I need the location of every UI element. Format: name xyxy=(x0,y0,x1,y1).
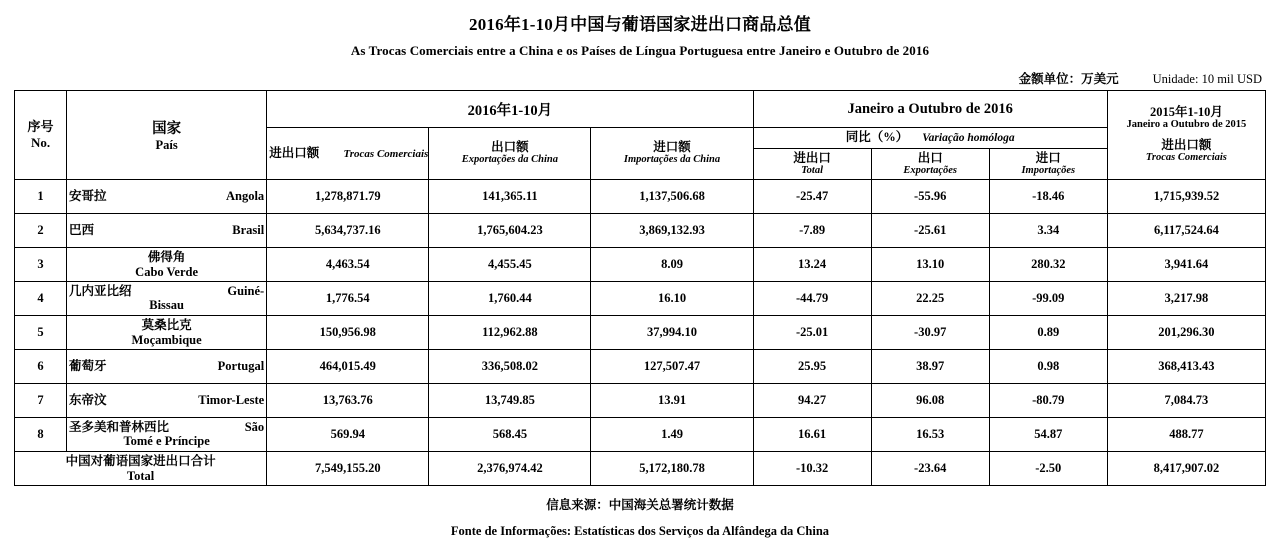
table-total-row xyxy=(15,452,1266,486)
table-row xyxy=(15,316,1266,350)
row-export: 336,508.02 xyxy=(429,350,591,384)
row-no: 5 xyxy=(15,316,67,350)
row-prev-trade: 368,413.43 xyxy=(1107,350,1265,384)
row-country xyxy=(67,350,267,384)
row-yoy-export: 38.97 xyxy=(871,350,989,384)
row-country-pt: Guiné- xyxy=(227,283,265,298)
row-yoy-import: -99.09 xyxy=(989,282,1107,316)
page-title-pt: As Trocas Comerciais entre a China e os Países de Língua Portuguesa entre Janeiro e Outubro de 2016 xyxy=(350,43,930,58)
row-no: 4 xyxy=(15,282,67,316)
unit-note-pt: Unidade: 10 mil USD xyxy=(1152,72,1262,86)
unit-note xyxy=(14,69,1266,87)
row-country-pt: Portugal xyxy=(217,358,265,373)
row-country-cn: 葡萄牙 xyxy=(69,358,107,373)
row-import: 37,994.10 xyxy=(591,316,753,350)
row-prev-trade: 1,715,939.52 xyxy=(1107,180,1265,214)
table-row xyxy=(15,282,1266,316)
header-prev-trade-cn: 进出口额 xyxy=(1161,138,1212,152)
header-export-pt: Exportações da China xyxy=(461,154,558,166)
table-header xyxy=(15,91,1266,180)
row-country-cn: 几内亚比绍 xyxy=(69,283,132,298)
row-yoy-export: -55.96 xyxy=(871,180,989,214)
header-import-pt: Importações da China xyxy=(623,154,721,166)
row-country-pt: Moçambique xyxy=(131,332,202,347)
row-country xyxy=(67,214,267,248)
page-title-cn: 2016年1-10月中国与葡语国家进出口商品总值 xyxy=(469,15,811,34)
row-yoy-import: -18.46 xyxy=(989,180,1107,214)
header-yoy-cn: 同比（%） xyxy=(845,130,909,145)
header-no xyxy=(15,91,67,180)
row-export: 4,455.45 xyxy=(429,248,591,282)
row-import: 1,137,506.68 xyxy=(591,180,753,214)
row-yoy-import: 54.87 xyxy=(989,418,1107,452)
total-label xyxy=(15,452,267,486)
row-yoy-total: -25.01 xyxy=(753,316,871,350)
row-export: 1,765,604.23 xyxy=(429,214,591,248)
header-period-pt-text: Janeiro a Outubro de 2016 xyxy=(847,100,1013,117)
row-country-pt2: Tomé e Príncipe xyxy=(123,433,210,448)
row-yoy-total: 94.27 xyxy=(753,384,871,418)
header-import xyxy=(591,128,753,180)
row-yoy-import: 280.32 xyxy=(989,248,1107,282)
row-export: 13,749.85 xyxy=(429,384,591,418)
header-yoy-import-cn: 进口 xyxy=(1035,150,1061,165)
row-yoy-import: 0.98 xyxy=(989,350,1107,384)
row-yoy-export: 13.10 xyxy=(871,248,989,282)
header-yoy-total-cn: 进出口 xyxy=(793,150,831,165)
row-country-cn: 东帝汶 xyxy=(69,392,107,407)
unit-note-cn: 金额单位：万美元 xyxy=(1018,72,1119,86)
header-yoy-export-pt: Exportações xyxy=(903,164,958,176)
row-country xyxy=(67,180,267,214)
row-yoy-total: 25.95 xyxy=(753,350,871,384)
row-no: 8 xyxy=(15,418,67,452)
row-trade: 464,015.49 xyxy=(267,350,429,384)
header-country-cn: 国家 xyxy=(152,121,182,138)
header-yoy xyxy=(753,128,1107,149)
row-yoy-export: -25.61 xyxy=(871,214,989,248)
total-yoy-export: -23.64 xyxy=(871,452,989,486)
row-export: 112,962.88 xyxy=(429,316,591,350)
row-yoy-export: 96.08 xyxy=(871,384,989,418)
row-prev-trade: 3,217.98 xyxy=(1107,282,1265,316)
row-export: 1,760.44 xyxy=(429,282,591,316)
row-yoy-import: -80.79 xyxy=(989,384,1107,418)
row-country xyxy=(67,316,267,350)
row-yoy-import: 0.89 xyxy=(989,316,1107,350)
header-trade-cn xyxy=(269,146,429,161)
header-yoy-total-pt: Total xyxy=(801,164,824,176)
row-country-cn: 佛得角 xyxy=(147,250,186,265)
header-yoy-export xyxy=(871,149,989,180)
total-yoy-import: -2.50 xyxy=(989,452,1107,486)
header-yoy-import xyxy=(989,149,1107,180)
header-no-pt: No. xyxy=(30,135,51,150)
row-country-pt: Timor-Leste xyxy=(198,392,265,407)
row-yoy-export: 22.25 xyxy=(871,282,989,316)
row-yoy-total: -25.47 xyxy=(753,180,871,214)
header-period-pt xyxy=(753,91,1107,128)
table-row xyxy=(15,418,1266,452)
header-trade-pt-text: Trocas Comerciais xyxy=(343,148,429,161)
row-prev-trade: 7,084.73 xyxy=(1107,384,1265,418)
total-prev-trade: 8,417,907.02 xyxy=(1107,452,1265,486)
row-prev-trade: 201,296.30 xyxy=(1107,316,1265,350)
row-country xyxy=(67,384,267,418)
table-row xyxy=(15,180,1266,214)
total-label-cn: 中国对葡语国家进出口合计 xyxy=(65,453,216,468)
row-no: 6 xyxy=(15,350,67,384)
row-prev-trade: 3,941.64 xyxy=(1107,248,1265,282)
header-export-cn: 出口额 xyxy=(491,140,529,155)
row-yoy-total: -7.89 xyxy=(753,214,871,248)
row-yoy-total: 13.24 xyxy=(753,248,871,282)
row-import: 1.49 xyxy=(591,418,753,452)
header-prev-trade-pt: Trocas Comerciais xyxy=(1145,152,1227,164)
header-import-cn: 进口额 xyxy=(653,140,691,155)
table-body xyxy=(15,180,1266,486)
row-yoy-total: 16.61 xyxy=(753,418,871,452)
row-country-cn: 巴西 xyxy=(69,222,95,237)
header-country-pt: País xyxy=(155,138,178,153)
row-export: 568.45 xyxy=(429,418,591,452)
row-no: 7 xyxy=(15,384,67,418)
row-import: 127,507.47 xyxy=(591,350,753,384)
total-yoy-total: -10.32 xyxy=(753,452,871,486)
table-row xyxy=(15,350,1266,384)
row-no: 2 xyxy=(15,214,67,248)
total-label-pt: Total xyxy=(126,468,155,483)
row-country-cn: 莫桑比克 xyxy=(141,318,192,333)
row-yoy-export: -30.97 xyxy=(871,316,989,350)
header-prev-period-pt: Janeiro a Outubro de 2015 xyxy=(1126,119,1247,131)
header-country xyxy=(67,91,267,180)
header-trade-cn-text: 进出口额 xyxy=(269,146,320,161)
trade-statistics-table xyxy=(14,90,1266,486)
row-prev-trade: 6,117,524.64 xyxy=(1107,214,1265,248)
header-period-cn-text: 2016年1-10月 xyxy=(467,102,553,119)
header-period-cn xyxy=(267,91,753,128)
row-import: 16.10 xyxy=(591,282,753,316)
row-country-pt: Angola xyxy=(225,188,265,203)
header-yoy-export-cn: 出口 xyxy=(917,150,943,165)
row-trade: 5,634,737.16 xyxy=(267,214,429,248)
row-country-pt: Brasil xyxy=(232,222,265,237)
row-export: 141,365.11 xyxy=(429,180,591,214)
row-trade: 569.94 xyxy=(267,418,429,452)
row-trade: 4,463.54 xyxy=(267,248,429,282)
header-no-cn: 序号 xyxy=(27,119,54,135)
table-row xyxy=(15,214,1266,248)
row-trade: 150,956.98 xyxy=(267,316,429,350)
table-row xyxy=(15,248,1266,282)
row-country-cn: 圣多美和普林西比 xyxy=(69,419,170,434)
row-import: 3,869,132.93 xyxy=(591,214,753,248)
row-no: 1 xyxy=(15,180,67,214)
header-yoy-pt: Variação homóloga xyxy=(922,132,1015,145)
row-country-pt: São xyxy=(244,419,265,434)
row-yoy-import: 3.34 xyxy=(989,214,1107,248)
row-no: 3 xyxy=(15,248,67,282)
row-country xyxy=(67,248,267,282)
header-trade xyxy=(267,128,429,180)
row-country xyxy=(67,282,267,316)
header-export xyxy=(429,128,591,180)
total-export: 2,376,974.42 xyxy=(429,452,591,486)
source-note-pt: Fonte de Informações: Estatísticas dos Serviços da Alfândega da China xyxy=(450,524,830,538)
row-trade: 1,776.54 xyxy=(267,282,429,316)
table-row xyxy=(15,384,1266,418)
header-yoy-total xyxy=(753,149,871,180)
total-import: 5,172,180.78 xyxy=(591,452,753,486)
row-yoy-export: 16.53 xyxy=(871,418,989,452)
source-note-cn: 信息来源：中国海关总署统计数据 xyxy=(546,498,734,512)
total-trade: 7,549,155.20 xyxy=(267,452,429,486)
row-country-pt2: Bissau xyxy=(149,297,184,312)
row-trade: 1,278,871.79 xyxy=(267,180,429,214)
row-trade: 13,763.76 xyxy=(267,384,429,418)
header-prev-period xyxy=(1107,91,1265,180)
row-prev-trade: 488.77 xyxy=(1107,418,1265,452)
row-import: 8.09 xyxy=(591,248,753,282)
row-country-pt: Cabo Verde xyxy=(135,264,199,279)
row-country xyxy=(67,418,267,452)
row-import: 13.91 xyxy=(591,384,753,418)
row-yoy-total: -44.79 xyxy=(753,282,871,316)
header-prev-period-cn: 2015年1-10月 xyxy=(1149,105,1223,120)
row-country-cn: 安哥拉 xyxy=(69,188,107,203)
header-yoy-import-pt: Importações xyxy=(1021,164,1076,176)
